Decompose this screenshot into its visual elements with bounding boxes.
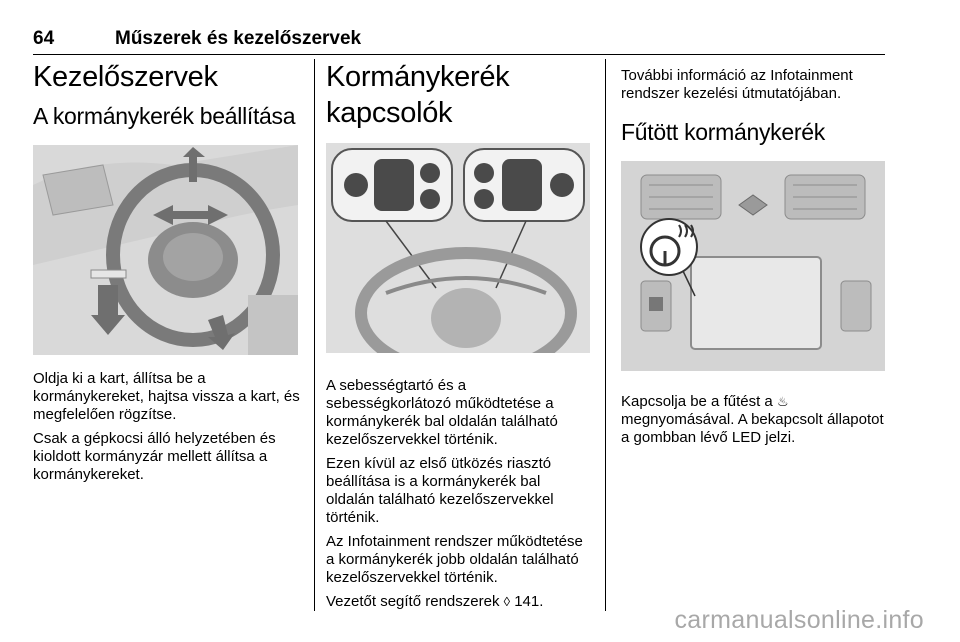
dashboard-drawing xyxy=(621,161,885,371)
column-left xyxy=(33,59,301,490)
page-ref-arrow-icon: ◊ xyxy=(503,594,511,609)
paragraph-infotainment-info: További információ az Infotainment rendszer kezelési útmutatójában. xyxy=(621,67,853,102)
heated-steering-icon: ♨ xyxy=(776,394,789,409)
paragraph-infotainment-controls: Az Infotainment rendszer működtetése a kormánykerék jobb oldalán található kezelőszervekkel történik. xyxy=(326,533,583,586)
steering-wheel-drawing xyxy=(33,145,298,355)
paragraph-heating-on xyxy=(621,393,887,447)
column-middle xyxy=(326,59,592,617)
paragraph-cruise-control: A sebességtartó és a sebességkorlátozó működtetése a kormánykerék bal oldalán található kezelőszervekkel történik. xyxy=(326,377,558,448)
heating-rest: megnyomásával. A bekapcsolt állapotot a gombban lévő LED jelzi. xyxy=(621,411,884,446)
page-ref-number[interactable]: 141. xyxy=(514,593,544,610)
paragraph-release-lever: Oldja ki a kart, állítsa be a kormánykereket, hajtsa vissza a kart, és megfelelően rögzítse. xyxy=(33,370,300,423)
page-header xyxy=(33,28,885,55)
heading-steering-adjust: A kormánykerék beállítása xyxy=(33,103,296,129)
heading-heated-steering: Fűtött kormánykerék xyxy=(621,119,825,145)
heading-steering-switches: Kormánykerék kapcsolók xyxy=(326,61,510,129)
watermark: carmanualsonline.info xyxy=(674,606,924,634)
section-title: Műszerek és kezelőszervek xyxy=(115,28,362,49)
paragraph-driver-assist-ref xyxy=(326,593,592,611)
paragraph-stationary-only: Csak a gépkocsi álló helyzetében és kioldott kormányzár mellett állítsa a kormánykereket. xyxy=(33,430,276,483)
column-right xyxy=(621,59,887,453)
paragraph-collision-alert: Ezen kívül az első ütközés riasztó beállítása is a kormánykerék bal oldalán található kezelőszervekkel történik. xyxy=(326,455,554,526)
column-divider xyxy=(314,59,315,611)
steering-switches-illustration xyxy=(326,143,590,353)
heating-text: Kapcsolja be a fűtést a xyxy=(621,393,773,410)
page-number: 64 xyxy=(33,28,55,49)
heading-controls: Kezelőszervek xyxy=(33,61,218,93)
heated-steering-illustration xyxy=(621,161,885,371)
driver-assist-text: Vezetőt segítő rendszerek xyxy=(326,593,500,610)
steering-switches-drawing xyxy=(326,143,590,353)
steering-adjust-illustration xyxy=(33,145,298,355)
column-divider xyxy=(605,59,606,611)
